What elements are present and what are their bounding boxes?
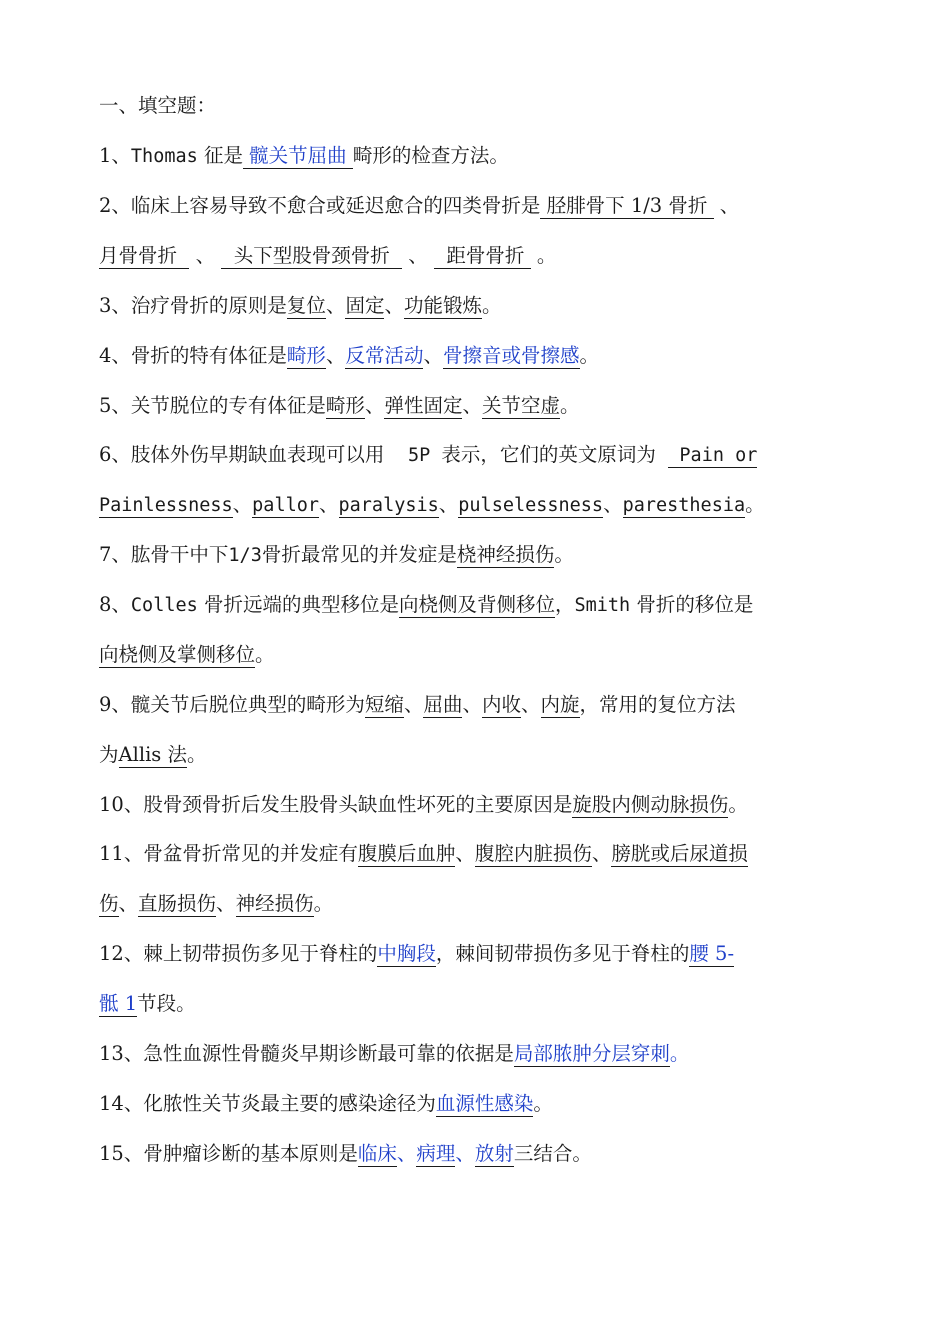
answer-blank: 弹性固定 [384,394,463,417]
question-text: 骨折最常见的并发症是 [261,543,457,566]
answer-blank: 临床 [357,1142,397,1165]
answer-blank: 向桡侧及掌侧移位 [99,643,256,666]
answer-blank: 内收 [481,693,521,716]
question-text: 9、髋关节后脱位典型的畸形为 [99,693,365,716]
answer-blank: 神经损伤 [235,892,314,915]
question-text: 三结合。 [513,1142,592,1165]
answer-blank: 固定 [345,294,385,317]
question-line [99,142,859,171]
question-text: Thomas [130,146,198,167]
answer-blank: 月骨骨折 [99,244,190,267]
question-text: 、 [403,693,424,716]
answer-blank: pallor [252,495,319,516]
question-text: 。 [187,743,207,766]
answer-blank: 头下型股骨颈骨折 [221,244,403,267]
question-text: 5、关节脱位的专有体征是 [99,394,326,417]
question-text: 。 [313,892,334,915]
question-text: 征是 [197,144,243,167]
answer-blank: 短缩 [364,693,404,716]
question-text: 、 [713,194,740,217]
question-text: 12、棘上韧带损伤多见于脊柱的 [99,942,378,965]
answer-blank: 畸形 [286,344,326,367]
answer-blank: 胫腓骨下 1/3 骨折 [540,194,714,217]
answer-blank: 屈曲 [423,693,463,716]
question-line [99,491,859,520]
question-text: 、 [189,244,222,267]
question-text: 、 [521,693,541,716]
answer-blank: 骨擦音或骨擦感 [442,344,580,367]
answer-blank: 髋关节屈曲 [242,144,353,167]
answer-blank: 膀胱或后尿道损 [611,842,748,865]
answer-blank: 距骨骨折 [434,244,531,267]
question-text: 。 [533,1092,553,1115]
answer-blank: 内旋 [540,693,580,716]
question-line [99,1040,859,1068]
question-text: 、 [118,892,139,915]
question-line [99,641,859,669]
question-line [99,591,859,620]
answer-blank: 功能锻炼 [403,294,482,317]
question-line [99,242,859,270]
question-text: 、 [384,294,404,317]
question-text: 。 [728,793,748,816]
question-text: 畸形的检查方法。 [352,144,509,167]
question-text: 。 [255,643,275,666]
question-text: 、 [462,693,482,716]
answer-blank: paresthesia [622,495,746,516]
question-text: 、 [591,842,612,865]
question-line [99,990,859,1018]
question-line [99,741,859,769]
question-text: 、 [603,493,623,516]
question-text: 。 [530,244,557,267]
answer-blank: 血源性感染 [435,1092,534,1115]
question-text: 6、肢体外伤早期缺血表现可以用 [99,443,397,466]
question-line [99,541,859,570]
answer-blank: 反常活动 [345,344,424,367]
question-text: 。 [745,493,765,516]
question-text: 、 [455,1142,475,1165]
question-text: 、 [455,842,475,865]
answer-blank: 腹腔内脏损伤 [474,842,592,865]
question-line [99,940,859,968]
question-text: 、 [462,394,482,417]
question-text: 15、骨肿瘤诊断的基本原则是 [99,1142,358,1165]
question-text: 。 [482,294,502,317]
question-text: 节段。 [137,992,196,1015]
question-line [99,1090,859,1118]
question-text: 1、 [99,144,131,167]
question-line [99,292,859,320]
question-text: 一、填空题： [99,94,217,117]
question-text: 、 [402,244,435,267]
question-text: 、 [216,892,236,915]
question-line [99,791,859,819]
answer-blank: Allis 法 [118,743,188,766]
question-text: 骨折的移位是 [630,593,754,616]
question-text: 5P [396,445,442,466]
answer-blank: 直肠损伤 [138,892,217,915]
question-text: 1/3 [228,545,262,566]
answer-blank: pulselessness [458,495,604,516]
question-text: ， [554,593,575,616]
answer-blank: 骶 1 [99,992,138,1015]
answer-blank: 桡神经损伤 [456,543,555,566]
question-line [99,890,859,918]
question-text: 13、急性血源性骨髓炎早期诊断最可靠的依据是 [99,1042,514,1065]
answer-blank: 中胸段 [377,942,436,965]
question-text: ，棘间韧带损伤多见于脊柱的 [435,942,690,965]
question-line [99,1140,859,1168]
question-text: 。 [669,1042,690,1065]
question-text: 11、骨盆骨折常见的并发症有 [99,842,358,865]
question-text: 、 [438,493,459,516]
answer-blank: 关节空虚 [481,394,560,417]
question-text: 为 [99,743,119,766]
question-text: 、 [423,344,443,367]
question-text: 2、临床上容易导致不愈合或延迟愈合的四类骨折是 [99,194,541,217]
question-text: 、 [364,394,385,417]
question-text: 。 [560,394,580,417]
answer-blank: 腹膜后血肿 [357,842,456,865]
answer-blank: 放射 [474,1142,514,1165]
section-heading [99,92,859,120]
question-text: 、 [319,493,339,516]
question-text: 表示，它们的英文原词为 [441,443,669,466]
question-text: 、 [325,294,346,317]
question-text: 3、治疗骨折的原则是 [99,294,287,317]
question-text: 8、 [99,593,131,616]
question-line [99,441,859,470]
answer-blank: 病理 [416,1142,456,1165]
answer-blank: paralysis [338,495,439,516]
question-text: 、 [325,344,346,367]
answer-blank: 伤 [99,892,119,915]
answer-blank: 旋股内侧动脉损伤 [572,793,729,816]
answer-blank: 复位 [286,294,326,317]
question-text: 4、骨折的特有体征是 [99,344,287,367]
question-text: Smith [574,595,631,616]
question-text: 。 [554,543,574,566]
answer-blank: Painlessness [99,495,233,516]
question-line [99,192,859,220]
question-text: 14、化脓性关节炎最主要的感染途径为 [99,1092,436,1115]
answer-blank: 局部脓肿分层穿刺 [513,1042,670,1065]
question-text: 骨折远端的典型移位是 [197,593,399,616]
question-text: ，常用的复位方法 [579,693,736,716]
question-text: 、 [232,493,253,516]
question-text: 、 [396,1142,417,1165]
question-text: 10、股骨颈骨折后发生股骨头缺血性坏死的主要原因是 [99,793,573,816]
answer-blank: Pain or [668,445,758,466]
answer-blank: 畸形 [325,394,365,417]
question-line [99,691,859,719]
question-line [99,392,859,420]
question-text: 7、肱骨干中下 [99,543,229,566]
answer-blank: 腰 5- [689,942,735,965]
question-line [99,840,859,868]
question-text: Colles [130,595,198,616]
question-text: 。 [579,344,600,367]
question-line [99,342,859,370]
answer-blank: 向桡侧及背侧移位 [398,593,555,616]
